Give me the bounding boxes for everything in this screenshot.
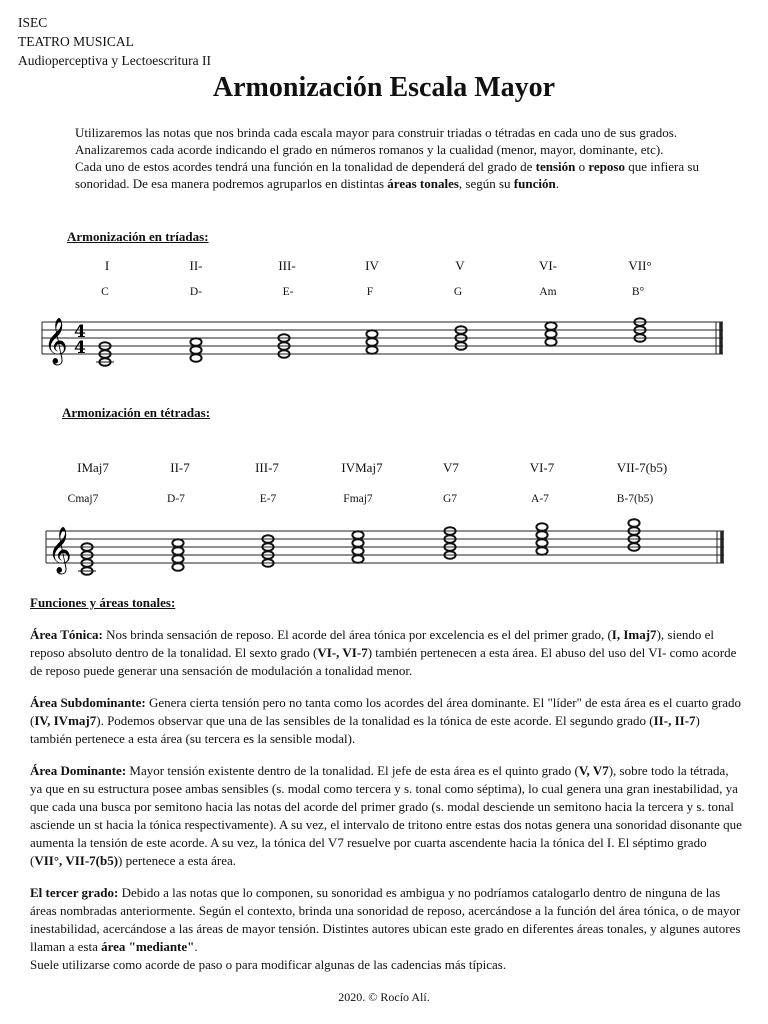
functions-section [30,594,742,988]
chord-1 [78,543,96,575]
triad-degree-2: II- [189,258,203,273]
notehead [536,523,547,531]
notehead [172,563,183,571]
area-tonica-paragraph: Área Tónica: Nos brinda sensación de reposo. El acorde del área tónica por excelencia es el del primer grado, (I, Imaj7), siendo el reposo absoluto dentro de la tonalidad. El sexto grado (VI-, VI-7) también pertenecen a esta área. El abuso del uso del VI- como acorde de reposo puede generar una sensación de modulación a tonalidad menor. [30,627,737,678]
triad-degree-7: VII° [628,258,652,273]
tetrad-name-1: Cmaj7 [67,493,99,505]
functions-heading: Funciones y áreas tonales: [30,595,176,610]
triad-degree-1: I [104,258,110,273]
tetrad-name-7: B-7(b5) [616,493,654,505]
triad-degree-3: III- [278,258,296,273]
notehead [352,547,363,555]
tetrad-name-6: A-7 [531,493,549,505]
area-dominante-paragraph: Área Dominante: Mayor tensión existente dentro de la tonalidad. El jefe de esta área es el quinto grado (V, V7), sobre todo la tétrada, ya que en su estructura posee ambas sensibles (s. modal como tercera y s. tonal como séptima), lo cual genera una gran inestabilidad, ya que cada una busca por semitono hacia las notas del acorde del primer grado (s. modal desciende un semitono hacia la tercera y s. tonal asciende un st hacia la tónica respectivamente). A su vez, el intervalo de tritono entre estas dos notas genera una sonoridad disonante que aumenta la tensión de este acorde. A su vez, la tónica del V7 resuelve por cuarta ascendente hacia la tónica del I. El séptimo grado (VII°, VII-7(b5)) pertenece a esta área. [30,763,742,868]
notehead [536,547,547,555]
notehead [172,539,183,547]
triad-name-4: F [366,286,374,298]
tetrad-name-4: Fmaj7 [343,493,373,505]
institution: ISEC [18,15,48,30]
chord-6 [545,322,556,346]
tetrads-heading: Armonización en tétradas: [62,405,211,420]
triad-degree-5: V [455,258,465,273]
chord-7 [628,519,639,551]
tetrad-degree-1: IMaj7 [77,460,109,475]
tetrad-name-3: E-7 [259,493,277,505]
tetrad-name-5: G7 [442,493,458,505]
triad-name-6: Am [539,286,557,298]
chord-4 [366,330,377,354]
notehead [545,338,556,346]
notehead [536,539,547,547]
notehead [172,547,183,555]
area-subdominante-paragraph: Área Subdominante: Genera cierta tensión pero no tanta como los acordes del área dominante. El "líder" de esta área es el cuarto grado (IV, IVmaj7). Podemos observar que una de las sensibles de la tonalidad es la tónica de este acorde. El segundo grado (II-, II-7) también pertenece a esta área (su tercera es la sensible modal). [30,695,742,746]
staff-lines [46,531,724,563]
time-signature-top: 4 [74,322,86,342]
triad-degree-6: VI- [538,258,558,273]
tetrad-name-2: D-7 [167,493,185,505]
intro-text [75,124,715,192]
notehead [190,354,201,362]
triad-name-2: D- [189,286,203,298]
triad-staff [40,312,730,382]
triad-name-5: G [453,286,463,298]
subject-name: Audioperceptiva y Lectoescritura II [18,53,212,68]
tetrad-degree-2: II-7 [170,460,190,475]
chord-3 [262,535,273,567]
triad-name-3: E- [282,286,294,298]
tercer-grado-paragraph: El tercer grado: Debido a las notas que lo componen, su sonoridad es ambigua y no podríamos catalogarlo dentro de ninguna de las áreas nombradas anteriormente. Según el contexto, brinda una sonoridad de reposo, acercándose a la función del área tónica, o de mayor inestabilidad, acercándose a las áreas de mayor tensión. Distintes autores ubican este grado en diferentes áreas tonales, y algunes autores llaman a esta área "mediante". Suele utilizarse como acorde de paso o para modificar algunas de las cadencias más típicas. [30,885,741,972]
triad-degree-4: IV [365,258,379,273]
triad-name-7: B° [631,286,645,298]
notehead [352,539,363,547]
notehead [545,330,556,338]
notehead [366,346,377,354]
triad-notes [96,318,646,366]
page-title: Armonización Escala Mayor [212,72,556,103]
tetrad-degree-6: VI-7 [529,460,555,475]
notehead [190,338,201,346]
tetrad-degree-4: IVMaj7 [341,460,383,475]
notehead [352,555,363,563]
course-name: TEATRO MUSICAL [18,34,134,49]
notehead [190,346,201,354]
time-signature-bottom: 4 [74,338,86,358]
notehead [172,555,183,563]
triads-heading: Armonización en tríadas: [67,229,209,244]
tetrad-degree-5: V7 [443,460,459,475]
triad-name-1: C [101,286,109,298]
treble-clef-icon: 𝄞 [48,527,72,573]
notehead [366,338,377,346]
tetrad-degree-3: III-7 [255,460,279,475]
notehead [352,531,363,539]
notehead [536,531,547,539]
notehead [628,519,639,527]
notehead [366,330,377,338]
staff-lines [42,322,723,354]
intro-paragraph-1: Utilizaremos las notas que nos brinda cada escala mayor para construir triadas o tétradas en cada uno de sus grados. Analizaremos cada acorde indicando el grado en números romanos y la cualidad (menor, mayor, dominante, etc). [75,125,678,157]
tetrad-staff [40,515,730,585]
footer-copyright: 2020. © Rocío Alí. [338,990,430,1004]
tetrad-degree-7: VII-7(b5) [616,460,668,475]
treble-clef-icon: 𝄞 [44,318,68,364]
notehead [545,322,556,330]
chord-2 [190,338,201,362]
intro-paragraph-2: Cada uno de estos acordes tendrá una función en la tonalidad de dependerá del grado de tensión o reposo que infiera su sonoridad. De esa manera podremos agruparlos en distintas áreas tonales, según su función. [75,159,699,191]
chord-5 [444,527,455,559]
